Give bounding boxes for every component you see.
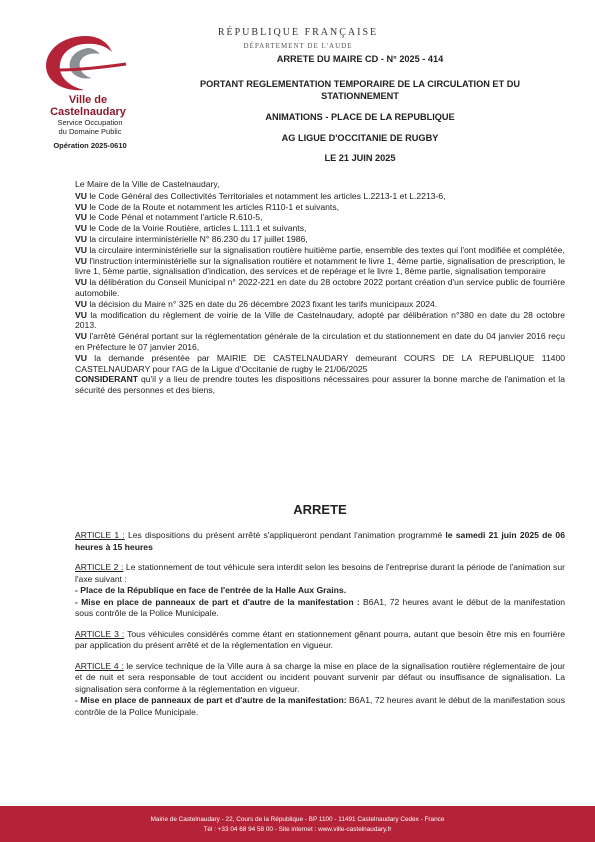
service-label [30, 118, 150, 136]
article-text: Tous véhicules considérés comme étant en stationnement gênant pourra, autant que besoin être mis en fourrière par application du présent arrêté et de la réglementation en vigueur. [75, 628, 565, 650]
footer-contact: Tél : +33 04 68 94 58 00 - Site internet : www.ville-castelnaudary.fr [203, 826, 392, 833]
preamble-item-text: la circulaire interministérielle sur la signalisation routière huitième partie, ensemble des textes qui l'ont modifiée et complétée, [86, 244, 565, 255]
article-item: - Place de la République en face de l'entrée de la Halle Aux Grains. [75, 585, 347, 595]
article-text: le service technique de la Ville aura à sa charge la mise en place de la signalisation routière réglementaire de jour et de nuit et sera responsable de tout accident ou incident pouvant survenir par défaut ou insuffisance de signalisation. La signalisation sera conforme à la réglementation en vigueur. [75, 660, 565, 694]
preamble [75, 179, 565, 396]
preamble-item [75, 331, 565, 353]
preamble-item-lead: VU [75, 277, 87, 288]
article-text: Le stationnement de tout véhicule sera interdit selon les besoins de l'entreprise durant la période de l'animation sur l'axe suivant : [75, 562, 565, 584]
article-3 [75, 629, 565, 652]
city-name: Ville de Castelnaudary [50, 94, 126, 118]
preamble-item-lead: VU [75, 233, 87, 244]
preamble-item-lead: VU [75, 331, 87, 342]
preamble-item-text: l'instruction interministérielle sur la signalisation routière et notamment le livre 1, 4ème partie, signalisation de prescription, le livre 1, 5ème partie, signalisation d'indication, des services et de repérage et le livre 1, 8ème partie, signalisation temporaire [75, 255, 565, 277]
preamble-item-text: la modification du règlement de voirie de la Ville de Castelnaudary, adopté par délibération n°380 en date du 28 octobre 2013. [75, 309, 565, 331]
preamble-item-text: le Code Général des Collectivités Territoriales et notamment les articles L.2213-1 et L.2213-6, [86, 190, 446, 201]
decree-subject-line2: STATIONNEMENT [321, 91, 399, 101]
preamble-item-text: la décision du Maire n° 325 en date du 26 décembre 2023 fixant les tarifs municipaux 2024. [86, 298, 438, 309]
service-line2: du Domaine Public [58, 127, 122, 136]
preamble-item [75, 212, 565, 223]
decree-event: ANIMATIONS - PLACE DE LA REPUBLIQUE [265, 112, 455, 122]
arrete-title: ARRETE [293, 502, 347, 517]
article-4 [75, 661, 565, 719]
preamble-item [75, 374, 565, 396]
preamble-item [75, 191, 565, 202]
preamble-item-text: qu'il y a lieu de prendre toutes les dispositions nécessaires pour assurer la bonne marche de l'animation et la sécurité des personnes et des biens, [75, 374, 565, 396]
preamble-item-text: le Code Pénal et notamment l'article R.610-5, [86, 212, 263, 223]
preamble-item-lead: VU [75, 298, 87, 309]
department-label: DÉPARTEMENT DE L'AUDE [243, 42, 353, 50]
logo-grey-swoosh [70, 48, 100, 79]
articles [75, 530, 565, 727]
preamble-item [75, 234, 565, 245]
preamble-item-text: le Code de la Voirie Routière, articles L.111.1 et suivants, [86, 223, 307, 234]
footer-address: Mairie de Castelnaudary - 22, Cours de la République - BP 1100 - 11491 Castelnaudary Cedex - France [150, 816, 445, 823]
republic-title: RÉPUBLIQUE FRANÇAISE [217, 27, 379, 38]
article-item [75, 695, 565, 718]
preamble-item-lead: VU [75, 352, 87, 363]
preamble-item-lead: VU [75, 201, 87, 212]
article-item-text: B6A1, 72 heures avant le début de la manifestation sous contrôle de la Police Municipale. [75, 695, 565, 717]
preamble-item [75, 256, 565, 278]
article-dates: le samedi 21 juin 2025 de 06 heures à 15 heures [75, 530, 565, 552]
article-1 [75, 530, 565, 553]
article-2 [75, 562, 565, 620]
preamble-item-lead: CONSIDERANT [75, 374, 139, 385]
decree-organizer: AG LIGUE D'OCCITANIE DE RUGBY [281, 133, 439, 143]
preamble-list [75, 191, 565, 396]
service-line1: Service Occupation [57, 118, 123, 127]
preamble-item [75, 245, 565, 256]
preamble-item-text: la délibération du Conseil Municipal n° 2022-221 en date du 28 octobre 2022 portant création d'un service public de fourrière automobile. [75, 277, 565, 298]
preamble-item-text: la circulaire interministérielle N° 86.230 du 17 juillet 1986, [86, 233, 308, 244]
decree-date: LE 21 JUIN 2025 [324, 153, 396, 163]
preamble-item [75, 353, 565, 375]
article-text: Les dispositions du présent arrêté s'appliqueront pendant l'animation programmé [124, 530, 446, 540]
preamble-item-lead: VU [75, 255, 87, 266]
article-label: ARTICLE 1 : [75, 530, 125, 540]
article-item-bold: - Mise en place de panneaux de part et d'autre de la manifestation : [75, 596, 360, 607]
preamble-item-text: le Code de la Route et notamment les articles R110-1 et suivants, [86, 201, 340, 212]
preamble-item [75, 223, 565, 234]
preamble-item [75, 202, 565, 213]
footer [0, 806, 595, 842]
article-label: ARTICLE 3 : [75, 628, 125, 639]
preamble-item-text: l'arrêté Général portant sur la réglementation générale de la circulation et du stationnement en date du 04 janvier 2016 reçu en Préfecture le 07 janvier 2016, [75, 331, 565, 352]
article-item-bold: - Mise en place de panneaux de part et d'autre de la manifestation: [75, 695, 347, 705]
preamble-item [75, 310, 565, 332]
preamble-item-lead: VU [75, 212, 87, 223]
preamble-item-lead: VU [75, 309, 87, 320]
article-item-text: B6A1, 72 heures avant le début de la manifestation sous contrôle de la Police Municipale. [75, 596, 566, 618]
preamble-item-lead: VU [75, 244, 87, 255]
preamble-item [75, 299, 565, 310]
decree-subject-line1: PORTANT REGLEMENTATION TEMPORAIRE DE LA CIRCULATION ET DU [199, 79, 520, 89]
castelnaudary-logo [28, 30, 146, 100]
operation-number: Opération 2025-0610 [53, 141, 127, 150]
preamble-intro: Le Maire de la Ville de Castelnaudary, [75, 179, 220, 189]
preamble-item-lead: VU [75, 190, 87, 201]
logo-tail [58, 64, 126, 70]
decree-number: ARRETE DU MAIRE CD - N° 2025 - 414 [276, 54, 444, 64]
preamble-item [75, 277, 565, 299]
article-item [75, 597, 565, 620]
preamble-item-text: la demande présentée par MAIRIE DE CASTELNAUDARY demeurant COURS DE LA REPUBLIQUE 11400 CASTELNAUDARY pour l'AG de la Ligue d'Occitanie de rugby le 21/06/2025 [75, 352, 565, 374]
preamble-item-lead: VU [75, 223, 87, 234]
article-label: ARTICLE 2 : [75, 562, 124, 572]
article-label: ARTICLE 4 : [75, 660, 124, 671]
